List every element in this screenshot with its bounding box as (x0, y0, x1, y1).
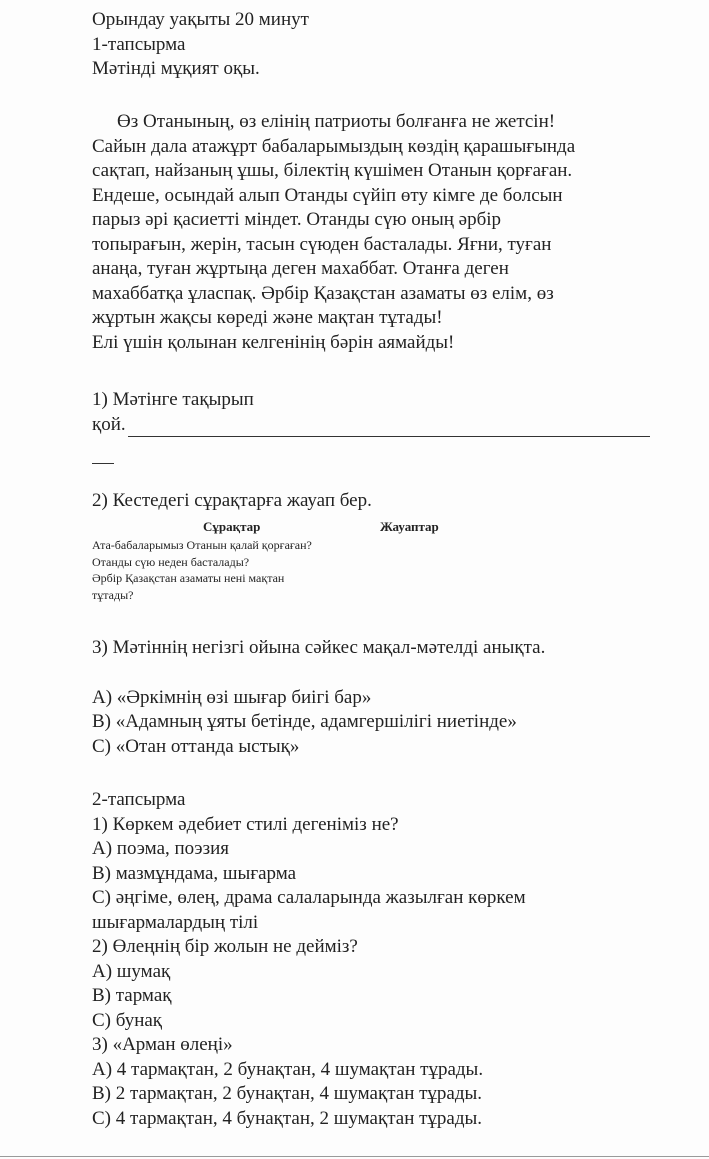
reading-instruction: Мәтінді мұқият оқы. (92, 58, 260, 79)
task-2-line: В) 2 тармақтан, 2 бунақтан, 4 шумақтан тұрады. (92, 1083, 483, 1104)
option-b: В) «Адамның ұяты бетінде, адамгершілігі ниетінде» (92, 711, 517, 732)
option-c: С) «Отан оттанда ыстық» (92, 735, 300, 757)
passage-line: Елі үшін қолынан келгенінің бәрін аямайды! (92, 331, 455, 353)
task-2-line: С) бунақ (92, 1009, 163, 1031)
passage-line: жұртын жақсы көреді және мақтан тұтады! (92, 307, 443, 328)
task-2-line: А) 4 тармақтан, 2 бунақтан, 4 шумақтан тұрады. (92, 1058, 484, 1080)
passage-line: Сайын дала атажұрт бабаларымыздың көздің қарашығында (92, 135, 576, 157)
task-2-line: 2) Өлеңнің бір жолын не дейміз? (92, 936, 358, 957)
qa-table-rows (92, 537, 412, 603)
task-2-line: шығармалардың тілі (92, 911, 259, 933)
answer-blank[interactable] (128, 416, 650, 437)
question-2-title: 2) Кестедегі сұрақтарға жауап бер. (92, 490, 372, 511)
page-bottom-edge (0, 1156, 709, 1157)
time-limit: Орындау уақыты 20 минут (92, 9, 309, 30)
question-3 (92, 636, 692, 759)
question-3-title: 3) Мәтіннің негізгі ойына сәйкес мақал-мәтелді анықта. (92, 637, 546, 658)
table-row: Отанды сүю неден басталады? (92, 554, 250, 569)
table-row: Ата-бабаларымыз Отанын қалай қорғаған? (92, 538, 312, 552)
passage-line: махаббатқа ұласпақ. Әрбір Қазақстан азаматы өз елім, өз (92, 282, 554, 304)
option-a: А) «Әркімнің өзі шығар биігі бар» (92, 686, 372, 708)
question-1-prompt: 1) Мәтінге тақырып (92, 389, 254, 410)
column-header-questions: Сұрақтар (203, 519, 261, 534)
task-2-line: А) шумақ (92, 960, 171, 982)
passage-line: топырағын, жерін, тасын сүюден басталады. Яғни, туған (92, 233, 552, 255)
task-2-line: 1) Көркем әдебиет стилі дегеніміз не? (92, 813, 399, 835)
task-1-label: 1-тапсырма (92, 33, 186, 55)
passage-line: Ендеше, осындай алып Отанды сүйіп өту кімге де болсын (92, 184, 563, 206)
task-2-line: С) 4 тармақтан, 4 бунақтан, 2 шумақтан тұрады. (92, 1107, 483, 1129)
answer-blank-continuation (92, 463, 114, 464)
task-2-label: 2-тапсырма (92, 789, 186, 810)
passage-line: парыз әрі қасиетті міндет. Отанды сүю оның әрбір (92, 209, 502, 230)
question-1-answer-line (92, 413, 692, 438)
task-2-line: В) тармақ (92, 985, 172, 1006)
question-2 (92, 489, 692, 602)
worksheet-header (92, 8, 692, 82)
column-header-answers: Жауаптар (380, 519, 439, 534)
passage-line: сақтап, найзаның ұшы, білектің күшімен Отанын қорғаған. (92, 160, 573, 181)
task-2-line: С) әңгіме, өлең, драма салаларында жазылған көркем (92, 887, 526, 908)
passage-line: анаңа, туған жұртыңа деген махаббат. Отанға деген (92, 258, 509, 279)
table-row: Әрбір Қазақстан азаматы нені мақтан (92, 571, 285, 585)
question-1 (92, 388, 692, 437)
task-2 (92, 788, 692, 1131)
task-2-line: 3) «Арман өлеңі» (92, 1034, 233, 1055)
table-row: тұтады? (92, 587, 134, 602)
reading-passage (92, 110, 652, 355)
question-3-options (92, 686, 692, 760)
passage-line: Өз Отанының, өз елінің патриоты болғанға не жетсін! (117, 111, 556, 132)
task-2-line: В) мазмұндама, шығарма (92, 862, 297, 884)
task-2-line: А) поэма, поэзия (92, 838, 229, 859)
question-1-prompt-end: қой. (92, 413, 126, 435)
